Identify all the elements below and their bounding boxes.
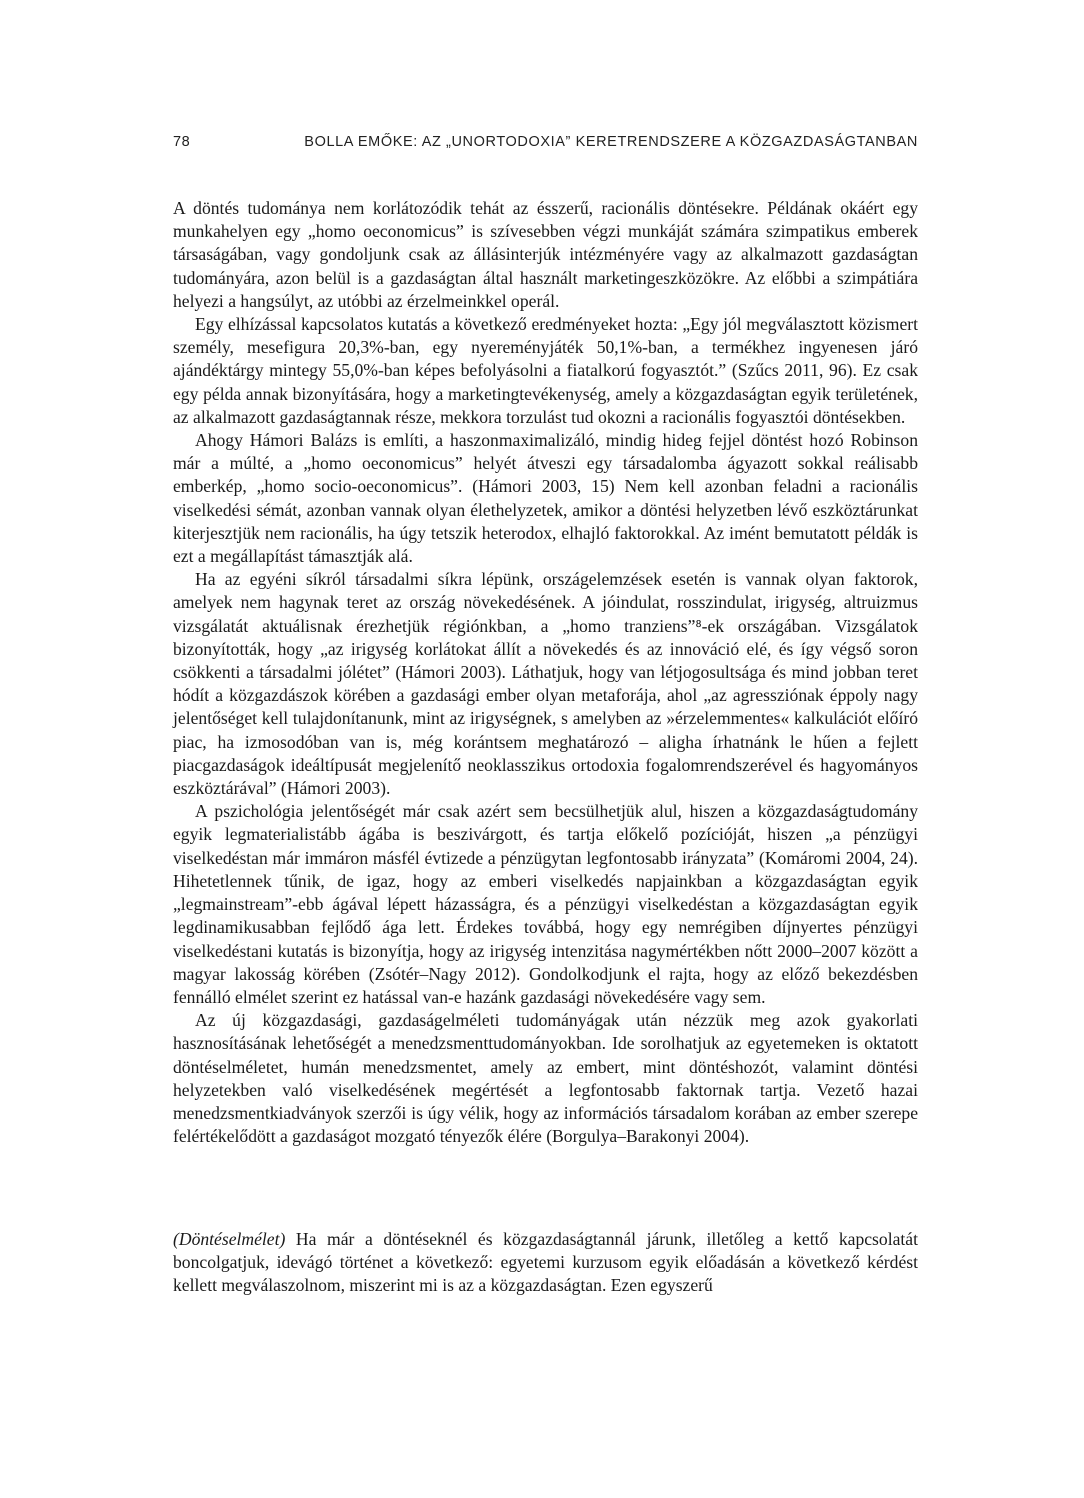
main-text <box>173 197 918 1148</box>
paragraph-5: A pszichológia jelentőségét már csak azért sem becsülhetjük alul, hiszen a közgazdaságtudomány egyik legmaterialistább ágába is beszivárgott, és tartja előkelő pozícióját, hiszen „a pénzügyi viselkedéstan már immáron másfél évtizede a pénzügytan legfontosabb irányzata” (Komáromi 2004, 24). Hihetetlennek tűnik, de igaz, hogy az emberi viselkedés napjainkban a közgazdaságtan egyik „legmainstream”-ebb ágával lépett házasságra, és a pénzügyi viselkedéstan a közgazdaságtan egyik legdinamikusabban fejlődő ága lett. Érdekes továbbá, hogy egy nemrégiben díjnyertes pénzügyi viselkedéstani kutatás is bizonyítja, hogy az irigység intenzitása nagymértékben nőtt 2000–2007 között a magyar lakosság körében (Zsótér–Nagy 2012). Gondolkodjunk el rajta, hogy az előző bekezdésben fennálló elmélet szerint ez hatással van-e hazánk gazdasági növekedésére vagy sem. <box>173 801 918 1007</box>
page-number: 78 <box>173 134 191 150</box>
paragraph-4: Ha az egyéni síkról társadalmi síkra lépünk, országelemzések esetén is vannak olyan faktorok, amelyek nem hagynak teret az ország növekedésének. A jóindulat, rosszindulat, irigység, altruizmus vizsgálatát aktuálisnak érezhetjük régiónkban, a „homo tranziens”⁸-ek országában. Vizsgálatok bizonyították, hogy „az irigység korlátokat állít a növekedés és az innováció elé, és így végső soron csökkenti a társadalmi jólétet” (Hámori 2003). Láthatjuk, hogy van létjogosultsága és mind jobban teret hódít a közgazdászok körében a gazdasági ember olyan metaforája, ahol „az agressziónak éppoly nagy jelentőséget kell tulajdonítanunk, mint az irigységnek, s amelyben az »érzelemmentes« kalkulációt előíró piac, ha izmosodóban van is, még korántsem meghatározó – aligha írhatnánk le hűen a fejlett piacgazdaságok ideáltípusát megjelenítő neoklasszikus ortodoxia fogalomrendszerével és hagyományos eszköztárával” (Hámori 2003). <box>173 569 918 799</box>
section-paragraph <box>173 1228 918 1298</box>
paragraph-3: Ahogy Hámori Balázs is említi, a haszonmaximalizáló, mindig hideg fejjel döntést hozó Robinson már a múlté, a „homo oeconomicus” helyét átveszi egy társadalomba ágyazott sokkal reálisabb emberkép, „homo socio-oeconomicus”. (Hámori 2003, 15) Nem kell azonban feladni a racionális viselkedési sémát, azonban vannak olyan élethelyzetek, amikor a döntési helyzetben lévő eszköztárunkat kiterjesztjük nem racionális, ha úgy tetszik heterodox, elhajló faktorokkal. Az imént bemutatott példák is ezt a megállapítást támasztják alá. <box>173 430 918 567</box>
running-title: BOLLA EMŐKE: AZ „UNORTODOXIA” KERETRENDSZERE A KÖZGAZDASÁGTANBAN <box>304 134 918 150</box>
section-decision-theory <box>173 1228 918 1298</box>
paragraph-6: Az új közgazdasági, gazdaságelméleti tudományágak után nézzük meg azok gyakorlati hasznosításának lehetőségét a menedzsmenttudományokban. Ide sorolhatjuk az egyetemeken is oktatott döntéselméletet, humán menedzsmentet, amely az embert, mint döntéshozót, valamint döntési helyzetekben való viselkedésének megértését a legfontosabb faktornak tartja. Vezető hazai menedzsmentkiadványok szerzői is úgy vélik, hogy az információs társadalom korában az ember szerepe felértékelődött a gazdaságot mozgató tényezők élére (Borgulya–Barakonyi 2004). <box>173 1010 918 1147</box>
section-text: Ha már a döntéseknél és közgazdaságtannál járunk, illetőleg a kettő kapcsolatát boncolgatjuk, idevágó történet a következő: egyetemi kurzusom egyik előadásán a következő kérdést kellett megválaszolnom, miszerint mi is az a közgazdaságtan. Ezen egyszerű <box>173 1229 918 1296</box>
running-header <box>173 134 918 158</box>
paragraph-1: A döntés tudománya nem korlátozódik tehát az ésszerű, racionális döntésekre. Példának okáért egy munkahelyen egy „homo oeconomicus” is szívesebben végzi munkáját számára szimpatikus emberek társaságában, vagy gondoljunk csak az állásinterjúk intézményére vagy az alkalmazott gazdaságtan tudományára, azon belül is a gazdaságtan által használt marketingeszközökre. Az előbbi a szimpátiára helyezi a hangsúlyt, az utóbbi az érzelmeinkkel operál. <box>173 198 918 311</box>
paragraph-2: Egy elhízással kapcsolatos kutatás a következő eredményeket hozta: „Egy jól megválasztott közismert személy, mesefigura 20,3%-ban, egy nyereményjáték 50,1%-ban, a termékhez ingyenesen járó ajándéktárgy mintegy 55,0%-ban képes befolyásolni a fiatalkorú fogyasztót.” (Szűcs 2011, 96). Ez csak egy példa annak bizonyítására, hogy a marketingtevékenység, amely a közgazdaságtan egyik területének, az alkalmazott gazdaságtannak része, mekkora torzulást tud okozni a racionális fogyasztói döntésekben. <box>173 314 918 427</box>
section-heading: (Döntéselmélet) <box>173 1229 286 1249</box>
